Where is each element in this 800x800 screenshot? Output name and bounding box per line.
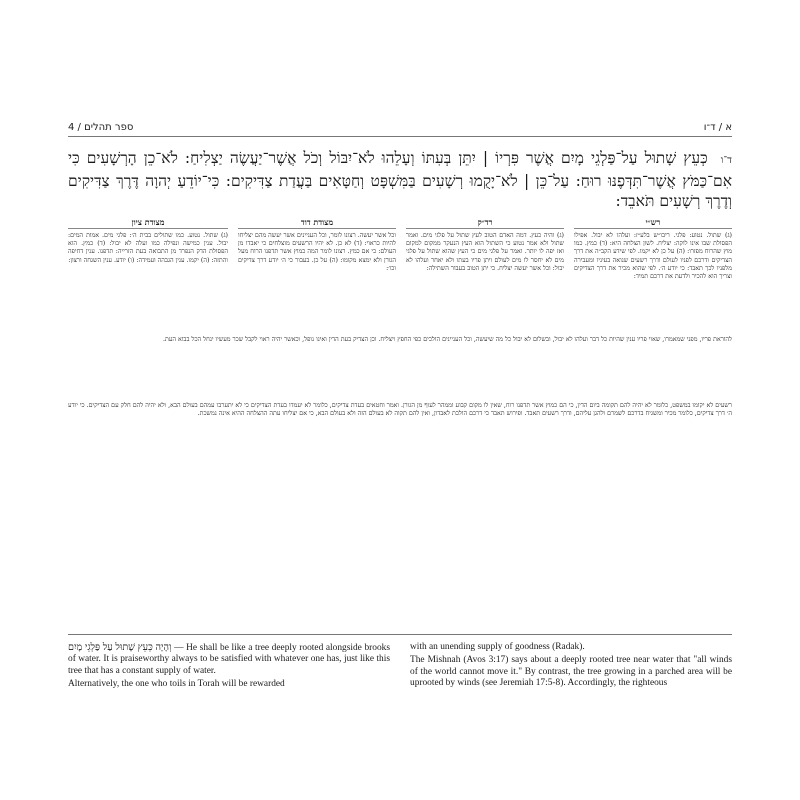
english-note-left [68, 642, 390, 693]
english-note-right [410, 642, 732, 692]
commentary-metzudat-david [238, 218, 396, 330]
commentary-title: רד״ק [406, 218, 564, 229]
note-text: — He shall be like a tree deeply rooted alongside brooks of water. It is praiseworthy always to be satisfied with whatever one has, just like this tree that has a constant supply of water. [68, 643, 390, 676]
verse-text-block [68, 148, 732, 211]
footer-rule [68, 634, 732, 635]
english-paragraph [68, 642, 390, 677]
commentary-rashi [574, 218, 732, 330]
commentary-body: (ג) שתול. נטוע: פלגי. ריבו״ש בלע״ז: ועלהו לא יבול. אפילו הפסולת שבו אינו לוקה: יצליח. לשון הצלחה היא: (ד) כמץ. כמו מוץ שהרוח מפזרו: (ה) על כן לא יקמו. לפי שידע הקב״ה את דרך הצדיקים ודרכם לפניו לעולם ודרך רשעים שנואה בעיניו ומעבירה מלפניו לכך תאבד: כי יודע ה׳. לפי שהוא מכיר את דרך הצדיקים וצריך הוא להכיר ולדעת את דרכם תמיד: [574, 232, 732, 280]
verse-ref: ד־ו [720, 155, 732, 166]
wide-commentary-block: רשעים לא יקומו במשפט, כלומר לא יהיה להם תקומה ביום הדין, כי הם כמוץ אשר תדפנו רוח, שאין לו מקום קבוע וממהר לעוף מן הגורן. ואמר וחטאים בעדת צדיקים, כלומר לא יעמדו בעדת הצדיקים כי לא יתערבו עמהם בעולם הבא, ולא יהיה להם חלק עם הצדיקים. כי יודע ה׳ דרך צדיקים, כלומר מכיר ומשגיח בדרכם לשמרם ולהגן עליהם, ודרך רשעים תאבד. ופירוש תאבד כי דרכם הולכת לאבדון, ואין להם תקוה לא בעולם הזה ולא בעולם הבא, כי אם יצליחו עתה ההצלחה ההיא אינה נמשכת. [68, 402, 732, 418]
page-number-title: 4 / ספר תהלים [68, 122, 134, 133]
commentary-title: מצודת דוד [238, 218, 396, 229]
page-header [68, 120, 732, 136]
book-page [68, 120, 732, 740]
wide-commentary-block: להוראת פריו, מפני שמאמרו, שאוי פריו ענין שהיות כל דבר ועלהו לא יבול, ובשלום לא יבול כל מה שיעשה, וכל העניינים הולכים כפי החפץ ויצליח. וכן הצדיק בעת הדין ואינו נופל, וכאשר יהיה ראוי לקבל שכר מעשיו ינחל הכל בבוא העת. [163, 336, 732, 343]
commentary-body: (ג) שתול. נטוע. כמו שתולים בבית ה׳: פלגי מים. אמות המים: יבול. ענין כמישה ונפילה כמו ועלה לא יבול: (ד) כמץ. הוא הפסולת הדק הנפרד מן התבואה בעת הזרייה: תדפנו. ענין דחיפה והתזה: (ה) יקמו. ענין הגבהה ועמידה: (ו) יודע. ענין השגחה ורצון: [68, 232, 228, 264]
header-rule [68, 136, 732, 137]
note-hebrew-lemma: וְהָיָה כְּעֵץ שָׁתוּל עַל פַּלְגֵי מָיִם [68, 642, 172, 653]
commentary-radak [406, 218, 564, 330]
english-paragraph: The Mishnah (Avos 3:17) says about a deeply rooted tree near water that "all winds of the world cannot move it." By contrast, the tree growing in a parched area will be uprooted by winds (see Jeremiah 17:5-8). Accordingly, the righteous [410, 655, 732, 689]
commentary-metzudat-tzion [68, 218, 228, 330]
commentary-title: רש״י [574, 218, 732, 229]
english-paragraph: with an unending supply of goodness (Radak). [410, 642, 585, 652]
chapter-verse-ref: א / ד־ו [703, 122, 732, 133]
commentary-title: מצודת ציון [68, 218, 228, 229]
commentary-body: וכל אשר יעשה. רצונו לומר, וכל העניינים אשר יעשה מהם יצליחו להיות כראוי: (ד) לא כן. לא יהיו הרשעים מוצלחים כי יאבדו מן העולם: כי אם כמץ. רצונו לומר המה כמוץ אשר תדפנו הרוח מעל הגורן ולא ימצא מקומו: (ה) על כן. בעבור כי ה׳ יודע דרך צדיקים וכו׳: [238, 232, 396, 272]
verse-text: כְּעֵץ שָׁתוּל עַל־פַּלְגֵי מָיִם אֲשֶׁר פִּרְיוֹ | יִתֵּן בְּעִתּוֹ וְעָלֵהוּ לֹא־יִבּוֹל וְכֹל אֲשֶׁר־יַעֲשֶׂה יַצְלִיחַ: לֹא־כֵן הָרְשָׁעִים כִּי אִם־כַּמֹּץ אֲשֶׁר־תִּדְּפֶנּוּ רוּחַ: עַל־כֵּן | לֹא־יָקֻמוּ רְשָׁעִים בַּמִּשְׁפָּט וְחַטָּאִים בַּעֲדַת צַדִּיקִים: כִּי־יוֹדֵעַ יְהוָה דֶּרֶךְ צַדִּיקִים וְדֶרֶךְ רְשָׁעִים תֹּאבֵד: [68, 149, 732, 210]
english-paragraph: Alternatively, the one who toils in Torah will be rewarded [68, 679, 285, 690]
commentary-body: (ג) והיה כעץ. דמה האדם הטוב לעץ שתול על פלגי מים. ואמר שתול ולא אמר נטוע כי השתול הוא העץ הנעקר ממקום למקום ואז יפה לו יותר. ואמר על פלגי מים כי העץ שהוא שתול על פלגי מים לא יחסר לו מים לעולם ויתן פריו בעתו ולא יאחר ועלהו לא יבול: וכל אשר יעשה יצליח. כי יתן הטוב בעבור השתילה: [406, 232, 564, 272]
